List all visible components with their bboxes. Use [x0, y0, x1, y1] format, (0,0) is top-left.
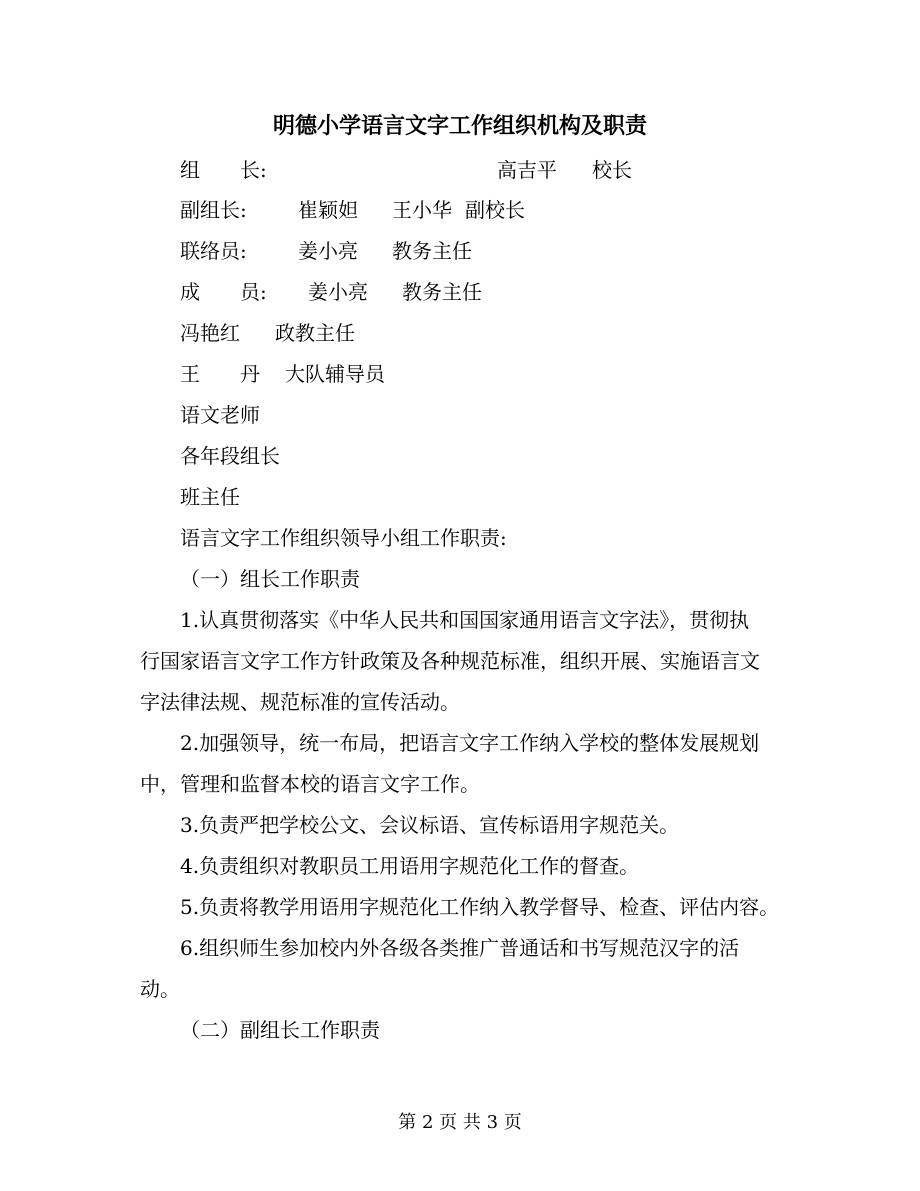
page-number-footer: 第 2 页 共 3 页	[398, 1112, 522, 1133]
roster-liaison-row	[180, 236, 740, 266]
member3-role: 大队辅导员	[285, 362, 385, 386]
roster-member3-row	[180, 359, 740, 389]
duty-item-3	[180, 805, 780, 846]
duty-item-4	[180, 846, 780, 887]
roster-member2-row	[180, 318, 740, 348]
document-title: 明德小学语言文字工作组织机构及职责	[272, 113, 647, 139]
duty-item-2	[140, 723, 780, 805]
member-name: 姜小亮	[308, 280, 368, 304]
liaison-label: 联络员:	[180, 239, 247, 263]
leader-label: 组 长:	[180, 158, 267, 182]
duties-heading: 语言文字工作组织领导小组工作职责:	[180, 526, 507, 550]
section1-heading: （一）组长工作职责	[180, 567, 360, 591]
member-label: 成 员:	[180, 280, 267, 304]
duty-item-1-line-2: 行国家语言文字工作方针政策及各种规范标准，组织开展、实施语言文	[140, 649, 760, 673]
member-role: 教务主任	[402, 280, 482, 304]
duty-item-1-line-1: 1.认真贯彻落实《中华人民共和国国家通用语言文字法》，贯彻执	[180, 608, 750, 632]
duty-item-6-line-2: 动。	[140, 977, 180, 1001]
deputy-name-1: 崔颖妲	[298, 198, 358, 222]
deputy-label: 副组长:	[180, 198, 247, 222]
deputy-name-2: 王小华	[392, 198, 452, 222]
deputy-role: 副校长	[465, 198, 525, 222]
liaison-role: 教务主任	[392, 239, 472, 263]
roster-member6: 班主任	[180, 485, 240, 509]
leader-role: 校长	[592, 158, 632, 182]
duty-item-1	[140, 600, 780, 723]
roster-member-row	[180, 277, 740, 307]
roster-member5: 各年段组长	[180, 444, 280, 468]
liaison-name: 姜小亮	[298, 239, 358, 263]
duty-item-2-line-2: 中，管理和监督本校的语言文字工作。	[140, 772, 480, 796]
duty-item-5-line-1: 5.负责将教学用语用字规范化工作纳入教学督导、检查、评估内容。	[180, 895, 780, 919]
duty-item-6	[140, 928, 780, 1010]
roster-deputy-row	[180, 195, 740, 225]
duty-item-4-line-1: 4.负责组织对教职员工用语用字规范化工作的督查。	[180, 854, 640, 878]
duty-item-2-line-1: 2.加强领导，统一布局，把语言文字工作纳入学校的整体发展规划	[180, 731, 760, 755]
roster-leader-row	[180, 155, 740, 185]
duty-item-5	[180, 887, 800, 928]
duty-item-6-line-1: 6.组织师生参加校内外各级各类推广普通话和书写规范汉字的活	[180, 936, 740, 960]
member2-name: 冯艳红	[180, 321, 240, 345]
duty-item-3-line-1: 3.负责严把学校公文、会议标语、宣传标语用字规范关。	[180, 813, 680, 837]
member2-role: 政教主任	[275, 321, 355, 345]
roster-member4: 语文老师	[180, 403, 260, 427]
section2-heading: （二）副组长工作职责	[180, 1018, 380, 1042]
member3-name: 王 丹	[180, 362, 260, 386]
leader-name: 高吉平	[497, 158, 557, 182]
duty-item-1-line-3: 字法律法规、规范标准的宣传活动。	[140, 690, 460, 714]
